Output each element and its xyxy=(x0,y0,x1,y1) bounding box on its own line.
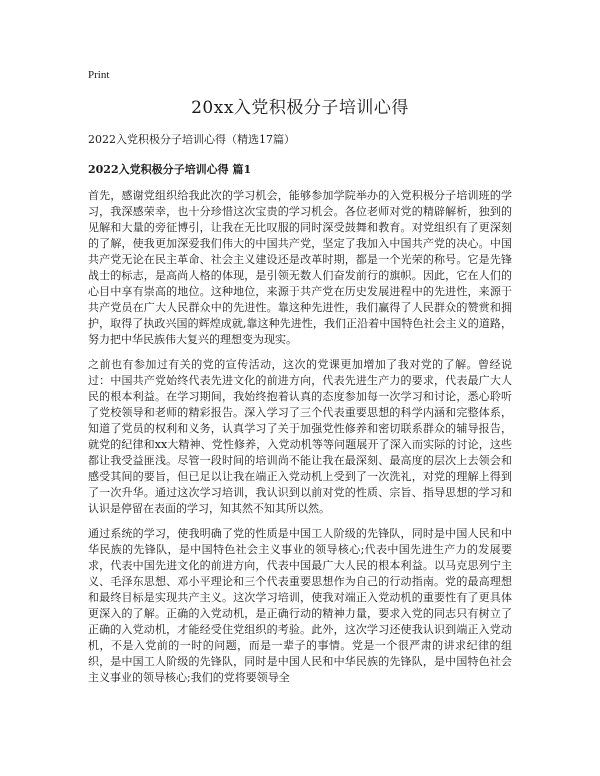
print-label[interactable]: Print xyxy=(88,69,110,81)
document-subtitle: 2022入党积极分子培训心得（精选17篇） xyxy=(88,133,295,146)
document-title: 20xx入党积极分子培训心得 xyxy=(191,98,409,118)
section-heading: 2022入党积极分子培训心得 篇1 xyxy=(88,163,252,176)
body-paragraph-3: 通过系统的学习，使我明确了党的性质是中国工人阶级的先锋队，同时是中国人民和中华民族的先锋队，是中国特色社会主义事业的领导核心;代表中国先进生产力的发展要求，代表中国先进文化的前进方向，代表中国最广大人民的根本利益。以马克思列宁主义、毛泽东思想、邓小平理论和三个代表重要思想作为自己的行动指南。党的最高理想和最终目标是实现共产主义。这次学习培训，使我对端正入党动机的重要性有了更具体更深入的了解。正确的入党动机，是正确行动的精神力量，要求入党的同志只有树立了正确的入党动机，才能经受住党组织的考验。此外，这次学习还使我认识到端正入党动机，不是入党前的一时的问题，而是一辈子的事情。党是一个很严肃的讲求纪律的组织，是中国工人阶级的先锋队，同时是中国人民和中华民族的先锋队，是中国特色社会主义事业的领导核心;我们的党将要领导全 xyxy=(88,527,512,684)
body-paragraph-2: 之前也有参加过有关的党的宣传活动，这次的党课更加增加了我对党的了解。曾经说过：中国共产党始终代表先进文化的前进方向，代表先进生产力的要求，代表最广大人民的根本利益。在学习期间，我始终抱着认真的态度参加每一次学习和讨论，悉心聆听了党校领导和老师的精彩报告。深入学习了三个代表重要思想的科学内涵和完整体系，知道了党员的权利和义务，认真学习了关于加强党性修养和密切联系群众的辅导报告，就党的纪律和xx大精神、党性修养，入党动机等等问题展开了深入而实际的讨论，这些都让我受益匪浅。尽管一段时间的培训尚不能让我在最深刻、最高度的层次上去领会和感受其间的要旨，但已足以让我在端正入党动机上受到了一次洗礼，对党的理解上得到了一次升华。通过这次学习培训，我认识到以前对党的性质、宗旨、指导思想的学习和认识是停留在表面的学习，知其然不知其所以然。 xyxy=(88,358,512,515)
body-paragraph-1: 首先，感谢党组织给我此次的学习机会，能够参加学院举办的入党积极分子培训班的学习，我深感荣幸，也十分珍惜这次宝贵的学习机会。各位老师对党的精辟解析，独到的见解和大量的旁征博引，让我在无比叹服的同时深受鼓舞和教育。对党组织有了更深刻的了解，使我更加深爱我们伟大的中国共产党，坚定了我加入中国共产党的决心。中国共产党无论在民主革命、社会主义建设还是改革时期，都是一个光荣的称号。它是先锋战士的标志，是高尚人格的体现，是引领无数人们奋发前行的旗帜。因此，它在人们的心目中享有崇高的地位。这种地位，来源于共产党在历史发展进程中的先进性，来源于共产党员在广大人民群众中的先进性。靠这种先进性，我们赢得了人民群众的赞赏和拥护，取得了执政兴国的辉煌成就,靠这种先进性，我们正沿着中国特色社会主义的道路，努力把中华民族伟大复兴的理想变为现实。 xyxy=(88,189,512,346)
